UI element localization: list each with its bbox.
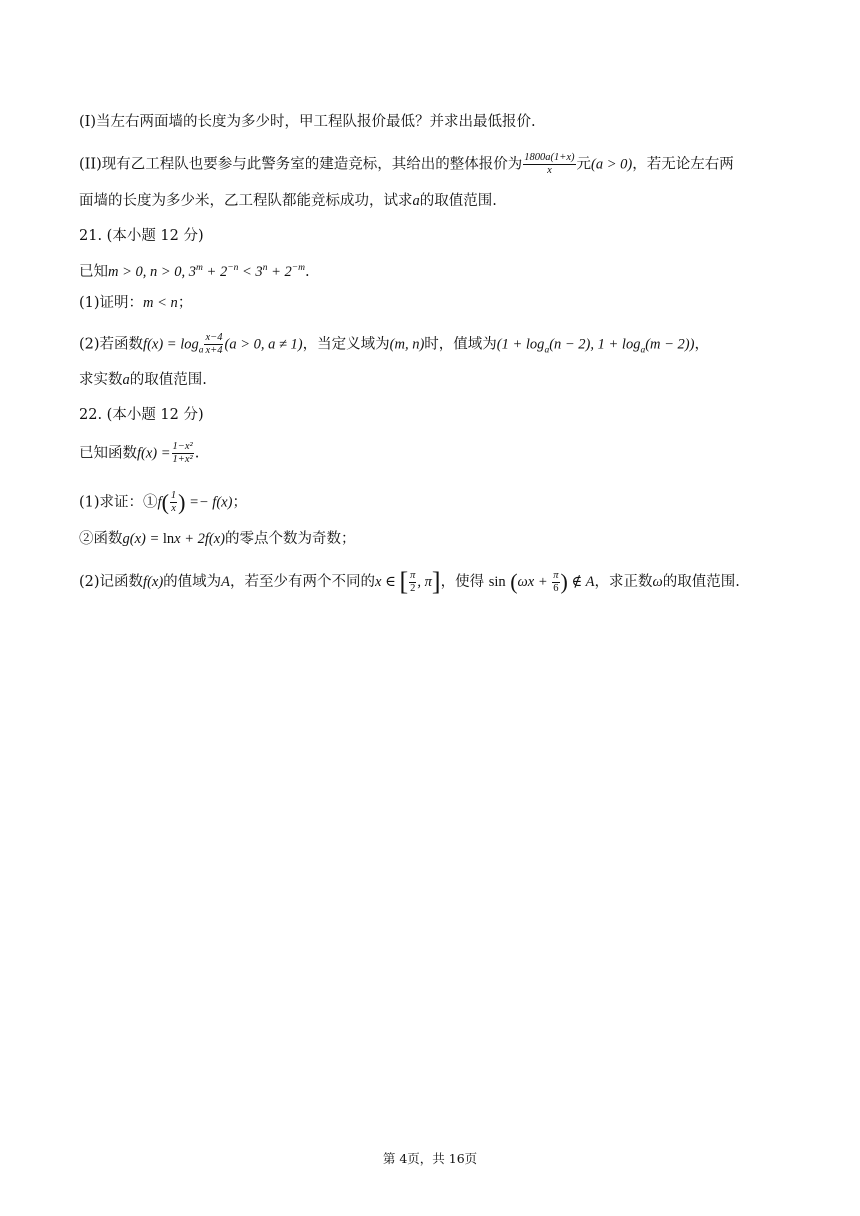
text: 求实数 xyxy=(79,372,123,388)
paren: ( xyxy=(510,569,518,594)
question-22-part-1-1 xyxy=(79,490,247,515)
text: 已知 xyxy=(79,263,108,280)
price-fraction xyxy=(523,152,575,177)
exponent: −n xyxy=(227,263,239,273)
numerator: 1800a(1+x) xyxy=(524,152,575,163)
question-21-part-2-cont xyxy=(79,370,207,390)
variable: a xyxy=(412,193,420,209)
math: x ∈ xyxy=(375,574,400,590)
variable: a xyxy=(122,372,130,388)
text: ，当定义域为 xyxy=(302,336,390,353)
math: ωx + xyxy=(517,574,552,590)
question-22-given xyxy=(79,441,199,466)
part-ii-question-line2 xyxy=(79,191,497,211)
math: sin xyxy=(488,574,506,590)
math: m > 0, n > 0, 3 xyxy=(108,263,197,280)
paren: ( xyxy=(161,489,169,515)
denominator: 1+x² xyxy=(172,454,193,465)
math: < 3 xyxy=(238,263,263,280)
text: 的取值范围. xyxy=(419,193,497,209)
page-footer: 第 4页，共 16页 xyxy=(382,1151,478,1166)
numerator: x−4 xyxy=(205,332,223,343)
text: (1)求证：① xyxy=(79,494,158,511)
pi-half-fraction xyxy=(409,570,416,595)
question-21-given xyxy=(79,258,310,282)
numerator: π xyxy=(553,569,559,581)
text: ，求正数 xyxy=(594,574,653,590)
paren: ) xyxy=(178,489,186,515)
numerator: 1 xyxy=(170,490,177,501)
exponent: m xyxy=(196,263,203,273)
question-22-part-2 xyxy=(79,569,740,595)
denominator: 6 xyxy=(553,582,559,594)
text: 的值域为 xyxy=(163,574,222,590)
pi-sixth-fraction xyxy=(552,570,559,595)
text: . xyxy=(194,445,200,462)
subscript: a xyxy=(544,345,550,356)
denominator: 2 xyxy=(410,582,416,594)
numerator: 1−x² xyxy=(172,441,193,452)
subscript: a xyxy=(198,345,204,356)
text: (2)记函数 xyxy=(79,574,144,590)
text: ，使得 xyxy=(440,574,489,590)
math: =− f(x) xyxy=(185,494,233,511)
math: g(x) = xyxy=(122,531,163,547)
math: f(x) xyxy=(143,574,164,590)
numerator: π xyxy=(410,569,416,581)
math: x + 2f(x) xyxy=(174,531,226,547)
domain: (m, n) xyxy=(389,336,425,353)
denominator: x+4 xyxy=(205,345,223,356)
question-21-part-2 xyxy=(79,332,709,360)
text: 时，值域为 xyxy=(424,336,497,353)
function-fraction xyxy=(172,441,194,466)
text: 的取值范围. xyxy=(662,574,740,590)
exponent: −m xyxy=(291,263,306,273)
denominator: x xyxy=(547,165,552,176)
math: A xyxy=(221,574,231,590)
denominator: x xyxy=(171,503,176,514)
math: (n − 2), 1 + log xyxy=(549,336,641,353)
exponent: n xyxy=(262,263,268,273)
math: + 2 xyxy=(202,263,228,280)
condition: (a > 0, a ≠ 1) xyxy=(224,336,303,353)
text: ，若无论左右两 xyxy=(632,156,734,173)
text: ， xyxy=(694,336,709,353)
text: 的零点个数为奇数； xyxy=(225,531,356,547)
text: ； xyxy=(232,494,247,511)
text: ②函数 xyxy=(79,531,123,547)
bracket: [ xyxy=(399,567,409,596)
question-22-part-1-2 xyxy=(79,529,356,549)
log-fraction xyxy=(204,332,223,357)
condition: (a > 0) xyxy=(591,156,633,173)
text: . xyxy=(305,263,310,280)
reciprocal-fraction xyxy=(170,490,177,515)
math: + 2 xyxy=(267,263,292,280)
text: (1)证明： xyxy=(79,295,144,311)
math: ∉ A xyxy=(567,574,595,590)
text: 的取值范围. xyxy=(129,372,207,388)
text: (II)现有乙工程队也要参与此警务室的建造竞标，其给出的整体报价为 xyxy=(79,156,523,173)
text: 元 xyxy=(576,156,592,173)
subscript: a xyxy=(640,345,646,356)
math: ln xyxy=(162,531,175,547)
text: ； xyxy=(177,295,193,311)
paren: ) xyxy=(560,569,568,594)
text: 已知函数 xyxy=(79,445,137,462)
question-22-heading: 22. (本小题 12 分) xyxy=(79,407,204,423)
bracket: ] xyxy=(431,567,441,596)
question-21-heading: 21. (本小题 12 分) xyxy=(79,228,204,244)
math: (1 + log xyxy=(496,336,545,353)
part-ii-question-line1 xyxy=(79,152,734,177)
math: f xyxy=(157,494,162,511)
text: 面墙的长度为多少米，乙工程队都能竞标成功，试求 xyxy=(79,193,413,209)
part-i-question: (I)当左右两面墙的长度为多少时，甲工程队报价最低？并求出最低报价. xyxy=(79,114,536,130)
text: (2)若函数 xyxy=(79,336,144,353)
math: f(x) = log xyxy=(143,336,199,353)
math: , π xyxy=(417,574,432,590)
math: m < n xyxy=(143,295,178,311)
math: (m − 2)) xyxy=(645,336,695,353)
math: ω xyxy=(652,574,663,590)
math: f(x) = xyxy=(137,445,171,462)
text: ，若至少有两个不同的 xyxy=(230,574,376,590)
question-21-part-1 xyxy=(79,293,192,313)
